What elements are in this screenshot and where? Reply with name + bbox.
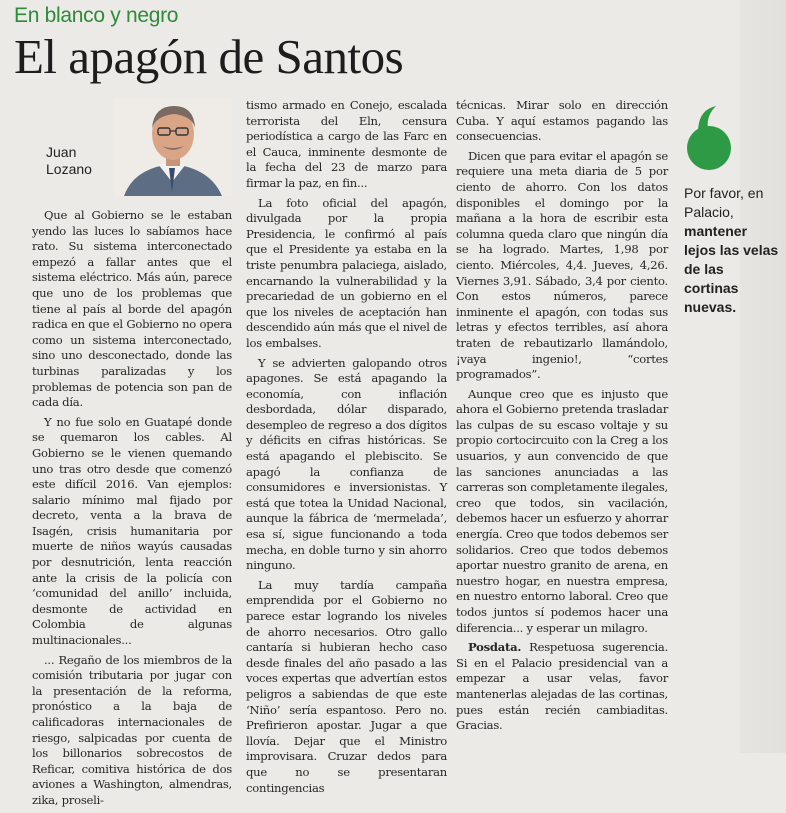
paragraph: Aunque creo que es injusto que ahora el Gobierno pretenda trasladar las culpas de su escaso voltaje y su propio cortocircuito con la Creg a los usuarios, y aun convencido de que las sanciones anunciadas a las carreras son completamente ilegales, creo que todos, sin vacilación, debemos hacer un esfuerzo y ahorrar energía. Creo que todos debemos ser solidarios. Creo que todos debemos aportar nuestro granito de arena, en nuestro hogar, en nuestra empresa, en nuestro entorno laboral. Creo que todos juntos sí podemos hacer una diferencia... y esperar un milagro. (456, 386, 668, 635)
article-column-3 (456, 98, 668, 738)
paragraph: Y no fue solo en Guatapé donde se quemaron los cables. Al Gobierno se le vienen quemando uno tras otro desde que comenzó este difícil 2016. Van ejemplos: salario mínimo mal fijado por decreto, venta a la brava de Isagén, crisis humanitaria por muerte de niños wayús causadas por desnutrición, lenta reacción ante la crisis de la policía con ‘comunidad del anillo’ incluida, desmonte de actividad en Colombia de algunas multinacionales... (32, 414, 232, 648)
paragraph: La muy tardía campaña emprendida por el Gobierno no parece estar logrando los niveles de ahorro necesarios. Otro gallo cantaría si hubieran hecho caso desde finales del año pasado a las voces expertas que advertían estos peligros a sabiendas de que este ‘Niño’ sería espantoso. Pero no. Prefirieron apostar. Jugar a que llovía. Dejar que el Ministro improvisara. Cruzar dedos para que no se presentaran contingencias (246, 577, 447, 795)
paragraph: Y se advierten galopando otros apagones. Se está apagando la economía, con inflación desbordada, dólar disparado, desempleo de regreso a dos dígitos y déficits en cifras históricas. Se está apagando el plebiscito. Se apagó la confianza de consumidores e inversionistas. Y está que totea la Unidad Nacional, aunque la fábrica de ‘mermelada’, esa sí, sigue funcionando a toda mecha, en doble turno y sin ahorro ninguno. (246, 355, 447, 573)
pull-quote (684, 184, 780, 317)
article-column-1 (32, 208, 232, 813)
paragraph: tismo armado en Conejo, escalada terrorista del Eln, censura periodística a cargo de las Farc en el Cauca, inminente desmonte de la fecha del 23 de marzo para firmar la paz, en fin... (246, 98, 447, 190)
postscript (456, 640, 668, 734)
postscript-label: Posdata. (468, 640, 522, 655)
section-kicker: En blanco y negro (14, 4, 179, 27)
paragraph: La foto oficial del apagón, divulgada por la propia Presidencia, le confirmó al país que el Presidente ya estaba en la triste penumbra palaciega, aislado, encarnando la vulnerabilidad y la precariedad de un gobierno en el que los niveles de aceptación han descendido aún más que el nivel de los embalses. (246, 195, 447, 350)
author-name (46, 144, 92, 178)
article-column-2 (246, 98, 447, 800)
adjacent-page-edge (740, 0, 786, 753)
author-box (32, 98, 232, 196)
pull-quote-normal: Por favor, en Palacio, (684, 185, 764, 220)
headline: El apagón de Santos (14, 29, 404, 84)
quote-mark-icon (684, 102, 734, 174)
paragraph: ... Regaño de los miembros de la comisión tributaria por jugar con la presentación de la reforma, pronóstico a la baja de calificadoras internacionales de riesgo, salpicadas por cuenta de los billonarios sobrecostos de Reficar, comitiva histórica de dos aviones a Washington, almendras, zika, proseli- (32, 652, 232, 807)
author-first-name: Juan (46, 144, 77, 160)
paragraph: Que al Gobierno se le estaban yendo las luces lo sabíamos hace rato. Su sistema interconectado empezó a fallar antes que el sistema eléctrico. Más aún, parece que uno de los problemas que tiene al país al borde del apagón radica en que el Gobierno no opera como un sistema interconectado, sino uno desconectado, donde las turbinas paralizadas y los problemas de potencia son pan de cada día. (32, 208, 232, 410)
postscript-text: Respetuosa sugerencia. Si en el Palacio presidencial van a empezar a usar velas, favor mantenerlas alejadas de las cortinas, pues están recién cambiaditas. Gracias. (456, 640, 668, 733)
paragraph: técnicas. Mirar solo en dirección Cuba. Y aquí estamos pagando las consecuencias. (456, 98, 668, 144)
author-last-name: Lozano (46, 161, 92, 177)
pull-quote-bold: mantener lejos las velas de las cortinas nuevas. (684, 223, 779, 315)
author-photo (114, 98, 232, 196)
author-portrait-icon (114, 98, 232, 196)
paragraph: Dicen que para evitar el apagón se requiere una meta diaria de 5 por ciento de ahorro. Con los datos disponibles el domingo por la mañana a la hora de escribir esta columna queda claro que ningún día se ha logrado. Martes, 1,98 por ciento. Miércoles, 4,4. Jueves, 4,26. Viernes 3,91. Sábado, 3,4 por ciento. Con estos números, parece inminente el apagón, con todas sus letras y efectos terribles, así ahora traten de rebautizarlo llamándolo, ¡vaya ingenio!, “cortes programados”. (456, 148, 668, 382)
